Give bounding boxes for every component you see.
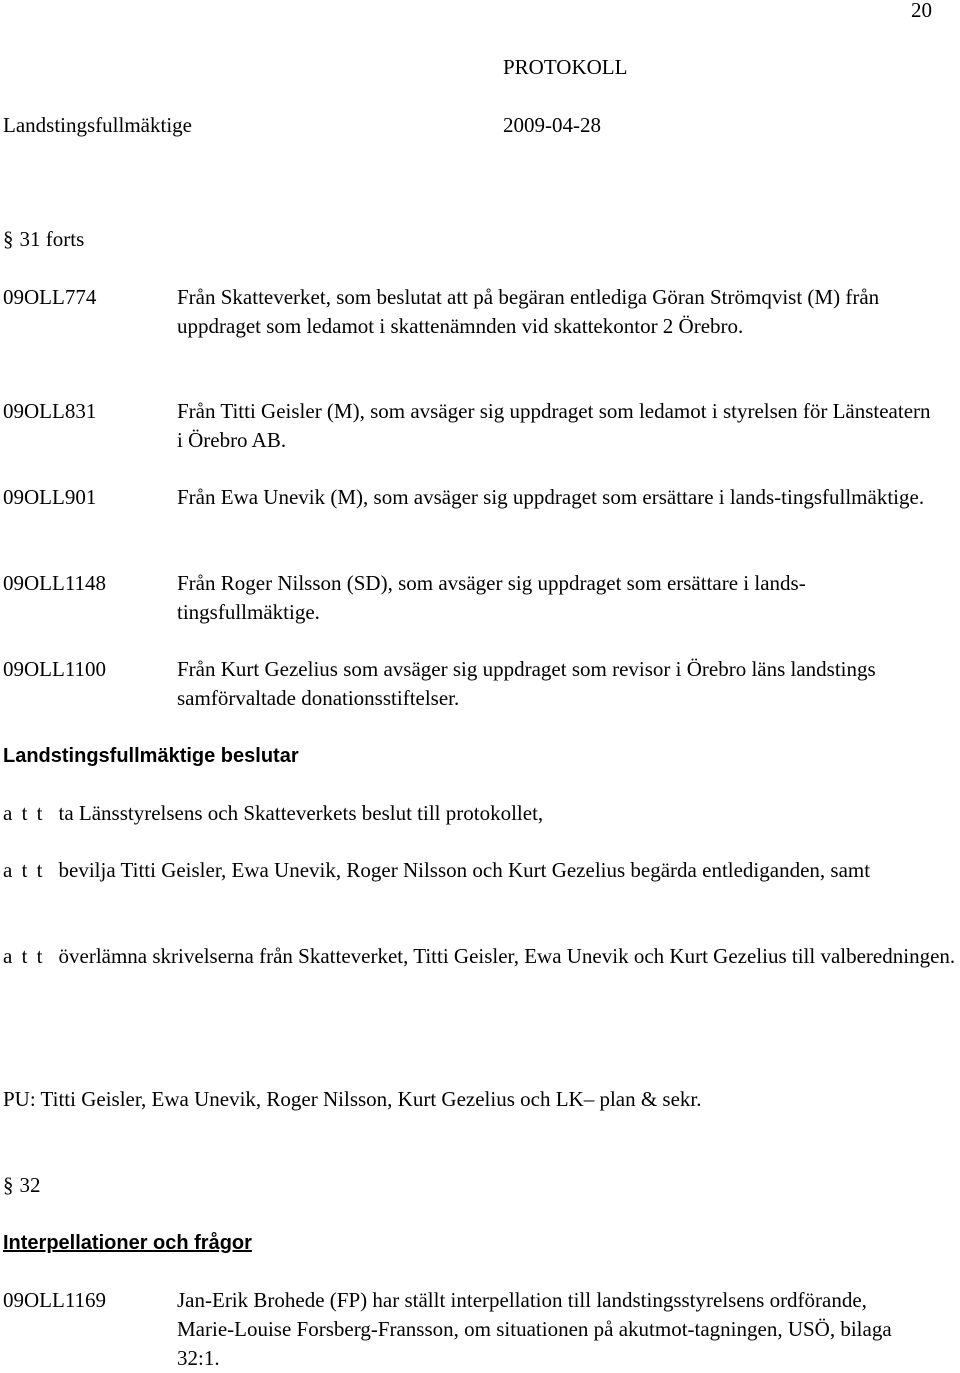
att-marker: a t t bbox=[3, 801, 45, 825]
decision-text: ta Länsstyrelsens och Skatteverkets beslut till protokollet, bbox=[58, 801, 544, 825]
entry-text: Från Skatteverket, som beslutat att på begäran entlediga Göran Strömqvist (M) från uppdraget som ledamot i skattenämnden vid skattekontor 2 Örebro. bbox=[177, 285, 880, 338]
att-marker: a t t bbox=[3, 858, 45, 882]
section-heading-text: 31 forts bbox=[19, 227, 85, 251]
decision-item bbox=[3, 799, 958, 828]
list-item bbox=[3, 483, 960, 512]
list-item bbox=[3, 283, 960, 341]
reference-number: 09OLL1100 bbox=[3, 657, 107, 681]
list-item bbox=[3, 397, 960, 455]
sub-heading: Interpellationer och frågor bbox=[3, 1232, 252, 1254]
reference-number: 09OLL1169 bbox=[3, 1288, 107, 1312]
decisions-heading: Landstingsfullmäktige beslutar bbox=[3, 745, 299, 767]
entry-text: Från Ewa Unevik (M), som avsäger sig uppdraget som ersättare i lands-tingsfullmäktige. bbox=[177, 485, 925, 509]
decision-text: överlämna skrivelserna från Skatteverket, Titti Geisler, Ewa Unevik och Kurt Gezelius till valberedningen. bbox=[58, 944, 956, 968]
paragraph-sign: § bbox=[3, 227, 14, 251]
document-type: PROTOKOLL bbox=[503, 55, 628, 79]
att-marker: a t t bbox=[3, 944, 45, 968]
list-item bbox=[3, 569, 960, 627]
document-date: 2009-04-28 bbox=[503, 113, 601, 137]
entry-text: Från Kurt Gezelius som avsäger sig uppdraget som revisor i Örebro läns landstings samförvaltade donationsstiftelser. bbox=[177, 657, 876, 710]
section-heading-32 bbox=[3, 1171, 41, 1200]
organization-name: Landstingsfullmäktige bbox=[3, 113, 192, 137]
page-number: 20 bbox=[911, 0, 932, 22]
decision-item bbox=[3, 856, 958, 885]
paragraph-sign: § bbox=[3, 1173, 14, 1197]
entry-text: Från Roger Nilsson (SD), som avsäger sig uppdraget som ersättare i lands-tingsfullmäktige. bbox=[177, 571, 806, 624]
list-item bbox=[3, 655, 960, 713]
pu-line: PU: Titti Geisler, Ewa Unevik, Roger Nilsson, Kurt Gezelius och LK– plan & sekr. bbox=[3, 1087, 702, 1111]
reference-number: 09OLL901 bbox=[3, 485, 97, 509]
entry-text: Jan-Erik Brohede (FP) har ställt interpellation till landstingsstyrelsens ordförande, Marie-Louise Forsberg-Fransson, om situationen på akutmot-tagningen, USÖ, bilaga 32:1. bbox=[177, 1288, 892, 1370]
reference-number: 09OLL774 bbox=[3, 285, 97, 309]
decision-item bbox=[3, 942, 958, 971]
reference-number: 09OLL831 bbox=[3, 399, 97, 423]
decision-text: bevilja Titti Geisler, Ewa Unevik, Roger Nilsson och Kurt Gezelius begärda entlediganden, samt bbox=[58, 858, 871, 882]
reference-number: 09OLL1148 bbox=[3, 571, 107, 595]
entry-text: Från Titti Geisler (M), som avsäger sig uppdraget som ledamot i styrelsen för Länsteatern i Örebro AB. bbox=[177, 399, 931, 452]
section-heading-text: 32 bbox=[19, 1173, 41, 1197]
section-heading-31 bbox=[3, 225, 84, 254]
list-item bbox=[3, 1286, 960, 1373]
